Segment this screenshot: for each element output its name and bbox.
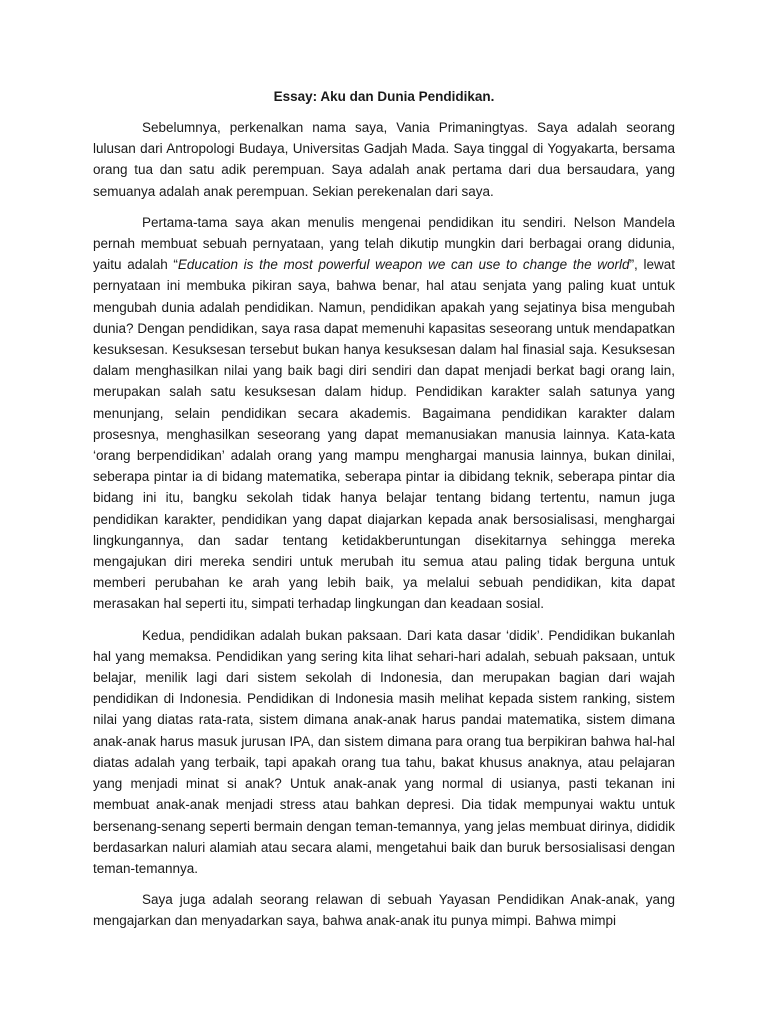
paragraph-volunteer: Saya juga adalah seorang relawan di sebuah Yayasan Pendidikan Anak-anak, yang mengajarkan dan menyadarkan saya, bahwa anak-anak itu punya mimpi. Bahwa mimpi [93,892,675,929]
paragraph-text: ”, lewat pernyataan ini membuka pikiran saya, bahwa benar, hal atau senjata yang paling kuat untuk mengubah dunia adalah pendidikan. Namun, pendidikan apakah yang sejatinya bisa mengubah dunia? Dengan pendidikan, saya rasa dapat memenuhi kapasitas seseorang untuk mendapatkan kesuksesan. Kesuksesan tersebut bukan hanya kesuksesan dalam hal finasial saja. Kesuksesan dalam menghasilkan nilai yang baik bagi diri sendiri dan dapat menjadi berkat bagi orang lain, merupakan salah satu kesuksesan dalam hidup. Pendidikan karakter salah satunya yang menunjang, selain pendidikan secara akademis. Bagaimana pendidikan karakter dalam prosesnya, menghasilkan seseorang yang dapat memanusiakan manusia lainnya. Kata-kata ‘orang berpendidikan’ adalah orang yang mampu menghargai manusia lainnya, bukan dinilai, seberapa pintar ia di bidang matematika, seberapa pintar ia dibidang teknik, seberapa pintar dia bidang ini itu, bangku sekolah tidak hanya belajar tentang bidang tertentu, namun juga pendidikan karakter, pendidikan yang dapat diajarkan kepada anak bersosialisasi, menghargai lingkungannya, dan sadar tentang ketidakberuntungan disekitarnya sehingga mereka mengajukan diri mereka sendiri untuk merubah itu semua atau paling tidak berguna untuk memberi perubahan ke arah yang lebih baik, ya melalui sebuah pendidikan, kita dapat merasakan hal seperti itu, simpati terhadap lingkungan dan keadaan sosial. [93,257,676,612]
paragraph-introduction: Sebelumnya, perkenalkan nama saya, Vania Primaningtyas. Saya adalah seorang lulusan dari Antropologi Budaya, Universitas Gadjah Mada. Saya tinggal di Yogyakarta, bersama orang tua dan satu adik perempuan. Saya adalah anak pertama dari dua bersaudara, yang semuanya adalah anak perempuan. Sekian perekenalan dari saya. [93,120,675,199]
paragraph-not-coercion: Kedua, pendidikan adalah bukan paksaan. Dari kata dasar ‘didik’. Pendidikan bukanlah hal yang memaksa. Pendidikan yang sering kita lihat sehari-hari adalah, sebuah paksaan, untuk belajar, menilik lagi dari sistem sekolah di Indonesia, dan merupakan bagian dari wajah pendidikan di Indonesia. Pendidikan di Indonesia masih melihat kepada sistem ranking, sistem nilai yang diatas rata-rata, sistem dimana anak-anak harus pandai matematika, sistem dimana anak-anak harus masuk jurusan IPA, dan sistem dimana para orang tua berpikiran bahwa hal-hal diatas adalah yang terbaik, tapi apakah orang tua tahu, bakat khusus anaknya, atau pelajaran yang menjadi minat si anak? Untuk anak-anak yang normal di usianya, pasti tekanan ini membuat anak-anak menjadi stress atau bahkan depresi. Dia tidak mempunyai waktu untuk bersenang-senang seperti bermain dengan teman-temannya, yang jelas membuat dirinya, dididik berdasarkan naluri alamiah atau secara alami, mengetahui baik dan buruk bersosialisasi dengan teman-temannya. [93,627,675,876]
essay-title: Essay: Aku dan Dunia Pendidikan. [273,89,495,104]
document-page [93,86,675,942]
paragraph-education-meaning [93,212,675,615]
mandela-quote: Education is the most powerful weapon we can use to change the world [177,257,630,273]
paragraph-text: Pertama-tama saya akan menulis mengenai pendidikan itu sendiri. Nelson Mandela pernah membuat sebuah pernyataan, yang telah dikutip mungkin dari berbagai orang didunia, yaitu adalah “ [93,214,675,273]
